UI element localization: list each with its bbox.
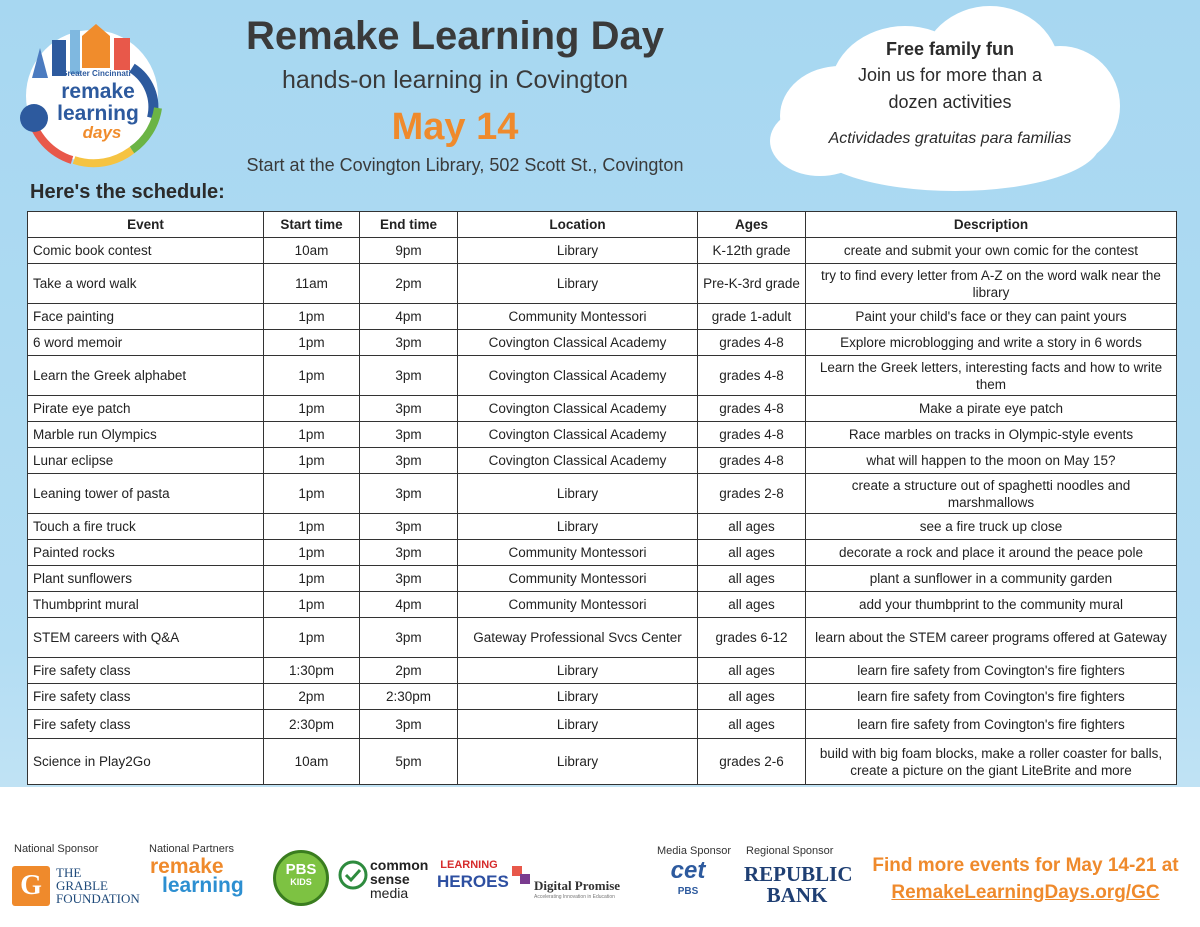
cell-end-time: 2pm	[360, 658, 458, 684]
national-sponsor-label: National Sponsor	[14, 843, 99, 855]
cell-end-time: 4pm	[360, 304, 458, 330]
table-row	[28, 396, 1177, 422]
cell-description: Learn the Greek letters, interesting facts and how to write them	[806, 356, 1177, 396]
cell-ages: all ages	[698, 514, 806, 540]
cell-start-time: 10am	[264, 238, 360, 264]
logo-line3: learning	[57, 102, 139, 125]
cell-description: create a structure out of spaghetti noodles and marshmallows	[806, 474, 1177, 514]
cloud-spanish: Actividades gratuitas para familias	[828, 130, 1072, 147]
table-row	[28, 710, 1177, 739]
cell-start-time: 1pm	[264, 330, 360, 356]
cell-ages: all ages	[698, 684, 806, 710]
cell-location: Community Montessori	[458, 304, 698, 330]
cell-start-time: 10am	[264, 739, 360, 785]
cell-start-time: 1pm	[264, 304, 360, 330]
cell-ages: grade 1-adult	[698, 304, 806, 330]
remake-line1: remake	[150, 855, 224, 878]
cell-description: Make a pirate eye patch	[806, 396, 1177, 422]
cell-ages: grades 4-8	[698, 448, 806, 474]
cell-description: Paint your child's face or they can paint yours	[806, 304, 1177, 330]
table-row	[28, 474, 1177, 514]
cell-ages: grades 4-8	[698, 422, 806, 448]
logo-line4: days	[82, 123, 122, 142]
column-header-description: Description	[806, 212, 1177, 238]
common-sense-media-logo	[338, 858, 434, 902]
cell-location: Library	[458, 710, 698, 739]
table-row	[28, 739, 1177, 785]
column-header-start-time: Start time	[264, 212, 360, 238]
cell-end-time: 2pm	[360, 264, 458, 304]
common-line2: sense	[370, 871, 410, 887]
cell-description: plant a sunflower in a community garden	[806, 566, 1177, 592]
grable-icon: G	[12, 866, 50, 906]
cell-start-time: 1pm	[264, 592, 360, 618]
cell-description: see a fire truck up close	[806, 514, 1177, 540]
grable-line3: FOUNDATION	[56, 891, 140, 906]
common-line1: common	[370, 857, 429, 873]
cell-event: Painted rocks	[28, 540, 264, 566]
learning-heroes-logo	[437, 858, 509, 904]
cell-description: Explore microblogging and write a story in 6 words	[806, 330, 1177, 356]
cell-description: add your thumbprint to the community mural	[806, 592, 1177, 618]
cell-location: Library	[458, 684, 698, 710]
cell-start-time: 1pm	[264, 422, 360, 448]
cell-location: Covington Classical Academy	[458, 330, 698, 356]
cell-event: Learn the Greek alphabet	[28, 356, 264, 396]
digital-promise-name: Digital Promise	[534, 878, 621, 893]
cell-description: learn about the STEM career programs offered at Gateway	[806, 618, 1177, 658]
cloud-line2: dozen activities	[888, 92, 1012, 112]
cell-location: Library	[458, 739, 698, 785]
cell-event: Leaning tower of pasta	[28, 474, 264, 514]
cell-event: Fire safety class	[28, 684, 264, 710]
cell-end-time: 3pm	[360, 514, 458, 540]
cell-end-time: 5pm	[360, 739, 458, 785]
column-header-end-time: End time	[360, 212, 458, 238]
grable-foundation-logo	[12, 866, 152, 910]
cell-end-time: 3pm	[360, 474, 458, 514]
heroes-line2: HEROES	[437, 872, 509, 891]
cell-ages: grades 4-8	[698, 356, 806, 396]
digital-promise-logo	[512, 866, 637, 902]
cell-end-time: 3pm	[360, 540, 458, 566]
cell-location: Library	[458, 238, 698, 264]
cell-location: Covington Classical Academy	[458, 422, 698, 448]
table-row	[28, 618, 1177, 658]
cell-event: Comic book contest	[28, 238, 264, 264]
schedule-body	[28, 238, 1177, 785]
pbs-line2: KIDS	[290, 877, 312, 887]
cell-event: Face painting	[28, 304, 264, 330]
table-row	[28, 422, 1177, 448]
table-row	[28, 356, 1177, 396]
cell-description: learn fire safety from Covington's fire fighters	[806, 684, 1177, 710]
cell-event: Take a word walk	[28, 264, 264, 304]
cell-ages: all ages	[698, 658, 806, 684]
cet-pbs: PBS	[677, 886, 699, 897]
grable-line1: THE	[56, 865, 82, 880]
cet-name: cet	[670, 857, 706, 884]
table-row	[28, 238, 1177, 264]
cell-event: Plant sunflowers	[28, 566, 264, 592]
cell-start-time: 1pm	[264, 474, 360, 514]
cell-start-time: 1pm	[264, 396, 360, 422]
find-more-link[interactable]: RemakeLearningDays.org/GC	[891, 882, 1160, 903]
cet-logo	[660, 858, 716, 910]
cell-end-time: 3pm	[360, 356, 458, 396]
cell-description: learn fire safety from Covington's fire fighters	[806, 710, 1177, 739]
cell-start-time: 1pm	[264, 618, 360, 658]
pbs-line1: PBS	[285, 861, 317, 878]
table-row	[28, 304, 1177, 330]
cell-ages: all ages	[698, 566, 806, 592]
cell-start-time: 1pm	[264, 540, 360, 566]
event-address: Start at the Covington Library, 502 Scott St., Covington	[246, 155, 684, 175]
cell-location: Covington Classical Academy	[458, 448, 698, 474]
cell-ages: Pre-K-3rd grade	[698, 264, 806, 304]
remake-learning-days-logo	[12, 18, 180, 168]
table-row	[28, 540, 1177, 566]
schedule-table	[27, 211, 1177, 785]
find-more-text	[858, 852, 1193, 906]
logo-line1: Greater Cincinnati	[61, 69, 131, 78]
cell-location: Gateway Professional Svcs Center	[458, 618, 698, 658]
regional-sponsor-label: Regional Sponsor	[746, 845, 834, 857]
cell-event: 6 word memoir	[28, 330, 264, 356]
cell-event: Thumbprint mural	[28, 592, 264, 618]
cell-event: Science in Play2Go	[28, 739, 264, 785]
media-sponsor-label: Media Sponsor	[657, 845, 731, 857]
cell-start-time: 1pm	[264, 566, 360, 592]
cell-start-time: 1:30pm	[264, 658, 360, 684]
cell-event: Fire safety class	[28, 710, 264, 739]
cell-end-time: 3pm	[360, 330, 458, 356]
cell-end-time: 3pm	[360, 618, 458, 658]
find-more-line1: Find more events for May 14-21 at	[872, 855, 1179, 876]
republic-line1: REPUBLIC	[744, 862, 853, 886]
cell-description: try to find every letter from A-Z on the word walk near the library	[806, 264, 1177, 304]
cell-end-time: 3pm	[360, 422, 458, 448]
table-row	[28, 330, 1177, 356]
cell-description: learn fire safety from Covington's fire fighters	[806, 658, 1177, 684]
table-row	[28, 566, 1177, 592]
cell-ages: grades 2-6	[698, 739, 806, 785]
table-header-row	[28, 212, 1177, 238]
table-row	[28, 514, 1177, 540]
cell-event: Marble run Olympics	[28, 422, 264, 448]
cell-event: Touch a fire truck	[28, 514, 264, 540]
cell-location: Covington Classical Academy	[458, 356, 698, 396]
cell-location: Library	[458, 514, 698, 540]
cell-ages: all ages	[698, 540, 806, 566]
remake-line2: learning	[162, 874, 244, 897]
cell-description: decorate a rock and place it around the peace pole	[806, 540, 1177, 566]
cell-end-time: 2:30pm	[360, 684, 458, 710]
cell-end-time: 3pm	[360, 710, 458, 739]
info-cloud-text	[790, 36, 1110, 148]
cell-location: Covington Classical Academy	[458, 396, 698, 422]
cell-description: what will happen to the moon on May 15?	[806, 448, 1177, 474]
column-header-location: Location	[458, 212, 698, 238]
republic-line2: BANK	[766, 883, 828, 907]
cell-location: Community Montessori	[458, 566, 698, 592]
cell-start-time: 1pm	[264, 514, 360, 540]
page-title: Remake Learning Day	[246, 14, 664, 58]
cell-ages: grades 4-8	[698, 396, 806, 422]
checkmark-icon	[338, 860, 368, 890]
schedule-heading: Here's the schedule:	[30, 181, 225, 203]
cell-end-time: 3pm	[360, 448, 458, 474]
national-partners-label: National Partners	[149, 843, 234, 855]
cell-start-time: 11am	[264, 264, 360, 304]
pbs-kids-logo	[273, 850, 329, 906]
cell-location: Library	[458, 658, 698, 684]
table-row	[28, 592, 1177, 618]
cell-event: Fire safety class	[28, 658, 264, 684]
cell-start-time: 1pm	[264, 356, 360, 396]
cloud-line1: Join us for more than a	[857, 65, 1043, 85]
cell-description: build with big foam blocks, make a roller coaster for balls, create a picture on the giant LiteBrite and more	[806, 739, 1177, 785]
cell-ages: K-12th grade	[698, 238, 806, 264]
cell-ages: all ages	[698, 710, 806, 739]
cell-end-time: 3pm	[360, 566, 458, 592]
cell-location: Community Montessori	[458, 540, 698, 566]
remake-learning-logo	[150, 857, 265, 901]
table-row	[28, 448, 1177, 474]
common-line3: media	[370, 885, 409, 901]
page-subtitle: hands-on learning in Covington	[281, 66, 629, 94]
table-row	[28, 264, 1177, 304]
cell-ages: all ages	[698, 592, 806, 618]
cell-location: Library	[458, 474, 698, 514]
table-row	[28, 658, 1177, 684]
event-date: May 14	[391, 106, 519, 148]
column-header-event: Event	[28, 212, 264, 238]
table-row	[28, 684, 1177, 710]
cell-start-time: 2pm	[264, 684, 360, 710]
cell-end-time: 4pm	[360, 592, 458, 618]
cell-event: STEM careers with Q&A	[28, 618, 264, 658]
cell-start-time: 1pm	[264, 448, 360, 474]
logo-line2: remake	[61, 80, 135, 103]
cell-start-time: 2:30pm	[264, 710, 360, 739]
republic-bank-logo	[744, 862, 853, 907]
heroes-line1: LEARNING	[440, 859, 498, 871]
grable-line2: GRABLE	[56, 878, 108, 893]
digital-promise-tagline: Accelerating Innovation in Education	[534, 894, 615, 900]
cloud-title: Free family fun	[885, 39, 1015, 59]
cell-location: Library	[458, 264, 698, 304]
cell-event: Pirate eye patch	[28, 396, 264, 422]
cell-event: Lunar eclipse	[28, 448, 264, 474]
cell-end-time: 9pm	[360, 238, 458, 264]
cell-description: create and submit your own comic for the contest	[806, 238, 1177, 264]
cell-end-time: 3pm	[360, 396, 458, 422]
cell-ages: grades 2-8	[698, 474, 806, 514]
cell-ages: grades 6-12	[698, 618, 806, 658]
cell-description: Race marbles on tracks in Olympic-style events	[806, 422, 1177, 448]
cell-ages: grades 4-8	[698, 330, 806, 356]
column-header-ages: Ages	[698, 212, 806, 238]
cell-location: Community Montessori	[458, 592, 698, 618]
